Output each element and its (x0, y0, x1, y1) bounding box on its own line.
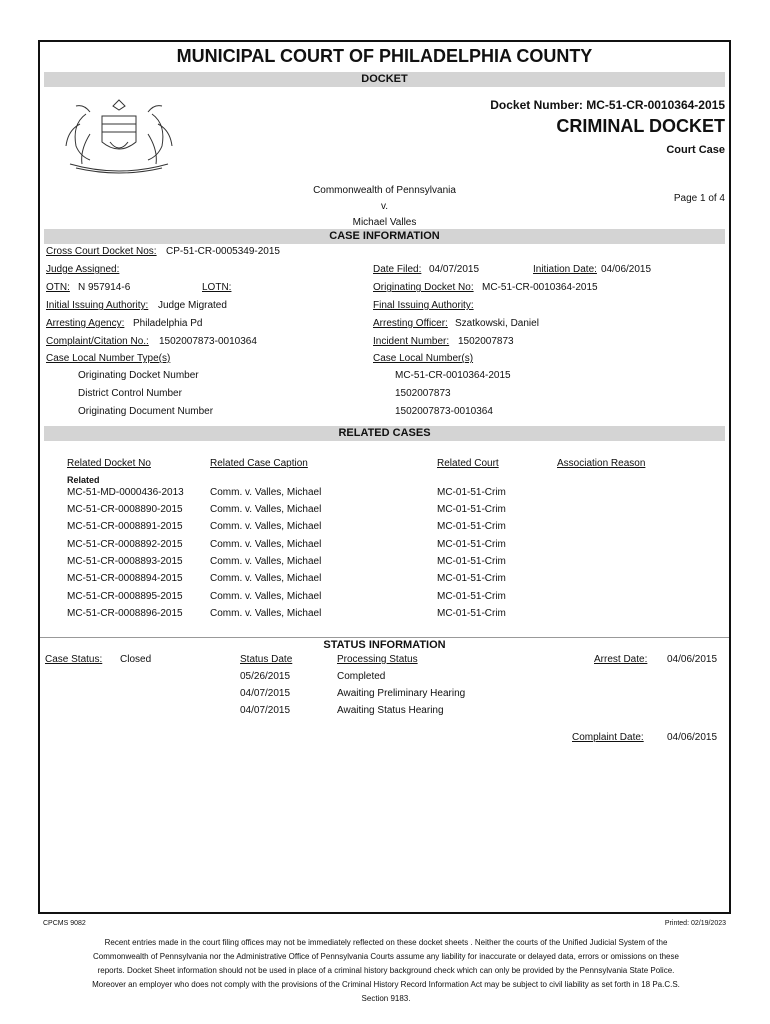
processing-status-header: Processing Status (337, 654, 418, 665)
arresting-row (40, 318, 729, 335)
complaint-row (40, 336, 729, 353)
related-court: MC-01-51-Crim (437, 521, 506, 532)
judge-label: Judge Assigned: (46, 264, 120, 275)
cross-docket-row (40, 246, 729, 263)
otn-row (40, 282, 729, 299)
docket-bar: DOCKET (44, 72, 725, 87)
page-number: Page 1 of 4 (673, 193, 725, 204)
form-id: CPCMS 9082 (43, 920, 86, 927)
local-number: MC-51-CR-0010364-2015 (395, 370, 511, 381)
arresting-officer-label: Arresting Officer: (373, 318, 448, 329)
date-filed-label: Date Filed: (373, 264, 422, 275)
local-number-row (40, 406, 729, 423)
processing-status: Completed (337, 671, 386, 682)
related-docket-no: MC-51-CR-0008890-2015 (67, 504, 183, 515)
table-row (40, 705, 729, 722)
table-row (40, 608, 729, 625)
table-row (40, 504, 729, 521)
related-docket-no: MC-51-CR-0008893-2015 (67, 556, 183, 567)
table-row (40, 671, 729, 688)
related-case-caption: Comm. v. Valles, Michael (210, 556, 322, 567)
local-number-type: Originating Docket Number (78, 370, 199, 381)
initial-issuing-authority-label: Initial Issuing Authority: (46, 300, 149, 311)
related-case-caption: Comm. v. Valles, Michael (210, 591, 322, 602)
docket-page (38, 40, 731, 914)
originating-docket-label: Originating Docket No: (373, 282, 474, 293)
caption-v: v. (380, 201, 389, 212)
related-cases-bar: RELATED CASES (44, 426, 725, 441)
case-status-label: Case Status: (45, 654, 103, 665)
related-case-caption: Comm. v. Valles, Michael (210, 487, 322, 498)
local-number: 1502007873-0010364 (395, 406, 493, 417)
case-caption (40, 183, 729, 231)
related-group-label: Related (67, 475, 100, 485)
status-date: 04/07/2015 (240, 688, 291, 699)
initial-issuing-authority-value: Judge Migrated (158, 300, 227, 311)
association-reason-header: Association Reason (557, 458, 646, 469)
disclaimer-text: Recent entries made in the court filing offices may not be immediately reflected on these docket sheets . Neither the courts of the Unified Judicial System of the Commonwealth of Pennsylvania nor the Administrative Office of Pennsylvania Courts assume any liability for inaccurate or delayed data, errors or omissions on these reports. Docket Sheet information should not be used in place of a criminal history background check which can only be provided by the Pennsylvania State Police. Moreover an employer who does not comply with the provisions of the Criminal History Record Information Act may be subject to civil liability as set forth in 18 Pa.C.S. Section 9183. (92, 938, 680, 1003)
local-number-type: District Control Number (78, 388, 182, 399)
issuing-authority-row (40, 300, 729, 317)
court-case-label: Court Case (666, 144, 725, 156)
table-row (40, 573, 729, 590)
otn-value: N 957914-6 (78, 282, 131, 293)
originating-docket-value: MC-51-CR-0010364-2015 (482, 282, 598, 293)
related-case-caption: Comm. v. Valles, Michael (210, 539, 322, 550)
printed-date: Printed: 02/19/2023 (664, 920, 726, 927)
initiation-date-value: 04/06/2015 (601, 264, 652, 275)
local-number-row (40, 388, 729, 405)
arrest-date-value: 04/06/2015 (667, 654, 718, 665)
final-issuing-authority-label: Final Issuing Authority: (373, 300, 474, 311)
related-court: MC-01-51-Crim (437, 539, 506, 550)
cross-docket-value: CP-51-CR-0005349-2015 (166, 246, 280, 257)
related-docket-no: MC-51-CR-0008894-2015 (67, 573, 183, 584)
related-court: MC-01-51-Crim (437, 556, 506, 567)
date-filed-value: 04/07/2015 (429, 264, 480, 275)
related-case-caption: Comm. v. Valles, Michael (210, 573, 322, 584)
court-title: MUNICIPAL COURT OF PHILADELPHIA COUNTY (176, 46, 593, 66)
table-row (40, 539, 729, 556)
local-number-type: Originating Document Number (78, 406, 214, 417)
related-case-caption: Comm. v. Valles, Michael (210, 521, 322, 532)
status-date: 04/07/2015 (240, 705, 291, 716)
related-docket-no: MC-51-CR-0008896-2015 (67, 608, 183, 619)
arrest-date-label: Arrest Date: (594, 654, 648, 665)
local-number-row (40, 370, 729, 387)
processing-status: Awaiting Status Hearing (337, 705, 444, 716)
related-caption-header: Related Case Caption (210, 458, 308, 469)
status-information-bar: STATUS INFORMATION (40, 637, 729, 653)
related-court: MC-01-51-Crim (437, 504, 506, 515)
status-date-header: Status Date (240, 654, 293, 665)
pennsylvania-seal-icon (50, 94, 188, 178)
caption-defendant: Michael Valles (352, 217, 417, 228)
related-court-header: Related Court (437, 458, 499, 469)
related-docket-no: MC-51-CR-0008891-2015 (67, 521, 183, 532)
judge-row (40, 264, 729, 281)
complaint-citation-label: Complaint/Citation No.: (46, 336, 149, 347)
incident-number-value: 1502007873 (458, 336, 514, 347)
incident-number-label: Incident Number: (373, 336, 450, 347)
case-status-value: Closed (120, 654, 152, 665)
table-row (40, 688, 729, 705)
table-row (40, 487, 729, 504)
docket-number: Docket Number: MC-51-CR-0010364-2015 (490, 98, 725, 112)
lotn-label: LOTN: (202, 282, 232, 293)
related-court: MC-01-51-Crim (437, 591, 506, 602)
processing-status: Awaiting Preliminary Hearing (337, 688, 466, 699)
arresting-agency-value: Philadelphia Pd (133, 318, 203, 329)
related-docket-no: MC-51-MD-0000436-2013 (67, 487, 184, 498)
complaint-date-row (40, 732, 729, 749)
case-information-bar: CASE INFORMATION (44, 229, 725, 244)
status-header-row (40, 654, 729, 671)
cross-docket-label: Cross Court Docket Nos: (46, 246, 157, 257)
related-docket-header: Related Docket No (67, 458, 151, 469)
complaint-citation-value: 1502007873-0010364 (159, 336, 257, 347)
related-court: MC-01-51-Crim (437, 608, 506, 619)
related-court: MC-01-51-Crim (437, 487, 506, 498)
related-docket-no: MC-51-CR-0008892-2015 (67, 539, 183, 550)
related-case-caption: Comm. v. Valles, Michael (210, 504, 322, 515)
related-header-row (40, 458, 729, 475)
table-row (40, 556, 729, 573)
related-case-caption: Comm. v. Valles, Michael (210, 608, 322, 619)
local-number-header-row (40, 353, 729, 370)
initiation-date-label: Initiation Date: (533, 264, 597, 275)
local-number-type-label: Case Local Number Type(s) (46, 353, 171, 364)
docket-type: CRIMINAL DOCKET (556, 116, 725, 136)
arresting-agency-label: Arresting Agency: (46, 318, 125, 329)
otn-label: OTN: (46, 282, 70, 293)
related-court: MC-01-51-Crim (437, 573, 506, 584)
complaint-date-label: Complaint Date: (572, 732, 644, 743)
local-number-label: Case Local Number(s) (373, 353, 474, 364)
related-docket-no: MC-51-CR-0008895-2015 (67, 591, 183, 602)
status-date: 05/26/2015 (240, 671, 291, 682)
local-number: 1502007873 (395, 388, 451, 399)
arresting-officer-value: Szatkowski, Daniel (455, 318, 539, 329)
complaint-date-value: 04/06/2015 (667, 732, 718, 743)
caption-commonwealth: Commonwealth of Pennsylvania (313, 185, 456, 196)
table-row (40, 591, 729, 608)
table-row (40, 521, 729, 538)
